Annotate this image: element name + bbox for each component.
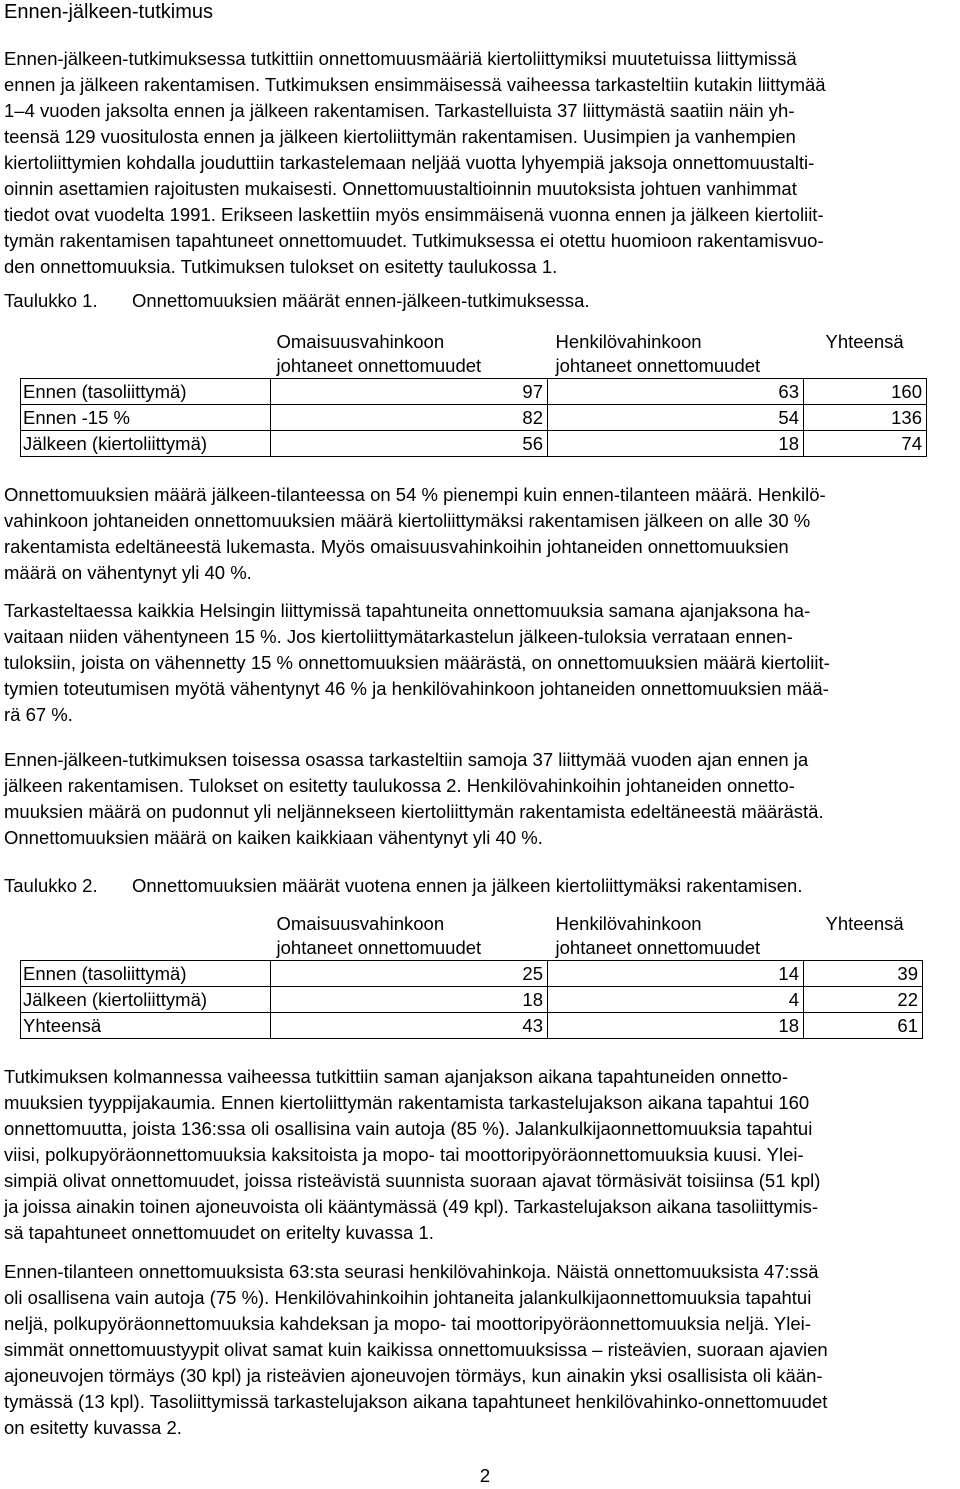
table-cell: 136 [804, 405, 927, 431]
table-cell: 82 [271, 405, 548, 431]
table1-caption-label: Taulukko 1. [4, 290, 98, 311]
table-cell: 18 [548, 1013, 804, 1039]
table-header-cell [21, 912, 271, 961]
table-cell: 39 [804, 961, 923, 987]
table1-caption-title: Onnettomuuksien määrät ennen-jälkeen-tutkimuksessa. [132, 290, 590, 311]
table-cell: 61 [804, 1013, 923, 1039]
text-line: Onnettomuuksien määrä jälkeen-tilanteessa on 54 % pienempi kuin ennen-tilanteen määrä. Henkilö- [4, 484, 826, 505]
text-line: tymien toteutumisen myötä vähentynyt 46 % ja henkilövahinkoon johtaneiden onnettomuuksien mää- [4, 678, 829, 699]
table-header-cell: Yhteensä [825, 331, 904, 352]
text-line: den onnettomuuksia. Tutkimuksen tulokset on esitetty taulukossa 1. [4, 256, 558, 277]
table1-caption [4, 288, 590, 314]
table-row [21, 405, 927, 431]
table2 [20, 912, 923, 1039]
table-cell: 97 [271, 379, 548, 405]
text-line: tiedot ovat vuodelta 1991. Erikseen laskettiin myös ensimmäisenä vuonna ennen ja jälkeen kiertoliit- [4, 204, 824, 225]
text-line: viisi, polkupyöräonnettomuuksia kaksitoista ja mopo- tai moottoripyöräonnettomuuksia kuusi. Ylei- [4, 1144, 804, 1165]
table-cell: 74 [804, 431, 927, 457]
table-header-cell: Omaisuusvahinkoon johtaneet onnettomuudet [276, 331, 482, 376]
paragraph-part3 [4, 1064, 956, 1246]
text-line: vahinkoon johtaneiden onnettomuuksien määrä kiertoliittymäksi rakentamisen jälkeen on alle 30 % [4, 510, 811, 531]
text-line: ja joissa ainakin toinen ajoneuvoista oli kääntymässä (49 kpl). Tarkastelujakson aikana tasoliittymis- [4, 1196, 819, 1217]
table-header-cell [21, 330, 271, 379]
table-cell: 63 [548, 379, 804, 405]
table-cell: Yhteensä [21, 1013, 271, 1039]
text-line: Tarkasteltaessa kaikkia Helsingin liittymissä tapahtuneita onnettomuuksia samana ajanjaksona ha- [4, 600, 811, 621]
table-header-cell: Henkilövahinkoon johtaneet onnettomuudet [555, 913, 761, 958]
table-cell: 43 [271, 1013, 548, 1039]
paragraph-results1 [4, 482, 956, 586]
table-cell: 4 [548, 987, 804, 1013]
table-cell: Ennen (tasoliittymä) [21, 961, 271, 987]
table-cell: Jälkeen (kiertoliittymä) [21, 431, 271, 457]
text-line: ajoneuvojen törmäys (30 kpl) ja risteävien ajoneuvojen törmäys, kun ainakin yksi osallisista oli kään- [4, 1365, 823, 1386]
table-header-row [21, 330, 927, 379]
text-line: jälkeen rakentamisen. Tulokset on esitetty taulukossa 2. Henkilövahinkoihin johtaneiden onnetto- [4, 775, 795, 796]
paragraph-intro [4, 46, 956, 280]
table-row [21, 379, 927, 405]
text-line: neljä, polkupyöräonnettomuuksia kahdeksan ja mopo- tai moottoripyöräonnettomuuksia neljä. Ylei- [4, 1313, 811, 1334]
text-line: tymässä (13 kpl). Tasoliittymissä tarkastelujakson aikana tapahtuneet henkilövahinko-onnettomuudet [4, 1391, 828, 1412]
text-line: simpiä olivat onnettomuudet, joissa risteävistä suunnista suoraan ajavat törmäsivät toisiinsa (51 kpl) [4, 1170, 821, 1191]
table-cell: 160 [804, 379, 927, 405]
table-cell: Jälkeen (kiertoliittymä) [21, 987, 271, 1013]
text-line: rakentamista edeltäneestä lukemasta. Myös omaisuusvahinkoihin johtaneiden onnettomuuksien [4, 536, 789, 557]
text-line: teensä 129 vuositulosta ennen ja jälkeen kiertoliittymän rakentamisen. Uusimpien ja vanhempien [4, 126, 796, 147]
page-number: 2 [479, 1465, 491, 1486]
text-line: Onnettomuuksien määrä on kaiken kaikkiaan vähentynyt yli 40 %. [4, 827, 543, 848]
text-line: vaitaan niiden vähentyneen 15 %. Jos kiertoliittymätarkastelun jälkeen-tuloksia verrataan ennen- [4, 626, 793, 647]
text-line: oinnin asettamien rajoitusten mukaisesti. Onnettomuustaltioinnin muutoksista johtuen vanhimmat [4, 178, 797, 199]
table-header-cell: Yhteensä [825, 913, 904, 934]
text-line: oli osallisena vain autoja (75 %). Henkilövahinkoihin johtaneita jalankulkijaonnettomuuksia tapahtui [4, 1287, 812, 1308]
table-cell: 14 [548, 961, 804, 987]
text-line: 1–4 vuoden jaksolta ennen ja jälkeen rakentamisen. Tarkastelluista 37 liittymästä saatiin näin yh- [4, 100, 795, 121]
text-line: muuksien määrä on pudonnut yli neljännekseen kiertoliittymän rakentamista edeltäneestä määrästä. [4, 801, 824, 822]
text-line: tymän rakentamisen tapahtuneet onnettomuudet. Tutkimuksessa ei otettu huomioon rakentamisvuo- [4, 230, 824, 251]
paragraph-part2 [4, 747, 956, 851]
table-row [21, 431, 927, 457]
table-header-row [21, 912, 923, 961]
table-cell: 18 [548, 431, 804, 457]
text-line: simmät onnettomuustyypit olivat samat kuin kaikissa onnettomuuksissa – risteävien, suoraan ajavien [4, 1339, 828, 1360]
table-cell: Ennen (tasoliittymä) [21, 379, 271, 405]
text-line: onnettomuutta, joista 136:ssa oli osallisina vain autoja (85 %). Jalankulkijaonnettomuuksia tapahtui [4, 1118, 813, 1139]
text-line: Ennen-jälkeen-tutkimuksessa tutkittiin onnettomuusmääriä kiertoliittymiksi muutetuissa liittymissä [4, 48, 797, 69]
text-line: Ennen-jälkeen-tutkimuksen toisessa osassa tarkasteltiin samoja 37 liittymää vuoden ajan ennen ja [4, 749, 809, 770]
table2-caption [4, 873, 803, 899]
text-line: tuloksiin, joista on vähennetty 15 % onnettomuuksien määrästä, on onnettomuuksien määrä kiertoliit- [4, 652, 830, 673]
table-cell: 56 [271, 431, 548, 457]
table-header-cell: Omaisuusvahinkoon johtaneet onnettomuudet [276, 913, 482, 958]
table-header-cell: Henkilövahinkoon johtaneet onnettomuudet [555, 331, 761, 376]
text-line: määrä on vähentynyt yli 40 %. [4, 562, 252, 583]
table-cell: Ennen -15 % [21, 405, 271, 431]
text-line: on esitetty kuvassa 2. [4, 1417, 182, 1438]
text-line: Ennen-tilanteen onnettomuuksista 63:sta seurasi henkilövahinkoja. Näistä onnettomuuksista 47:ssä [4, 1261, 819, 1282]
text-line: muuksien tyyppijakaumia. Ennen kiertoliittymän rakentamista tarkastelujakson aikana tapahtui 160 [4, 1092, 810, 1113]
text-line: ennen ja jälkeen rakentamisen. Tutkimuksen ensimmäisessä vaiheessa tarkasteltiin kutakin liittymää [4, 74, 826, 95]
table2-caption-title: Onnettomuuksien määrät vuotena ennen ja jälkeen kiertoliittymäksi rakentamisen. [132, 875, 803, 896]
table-cell: 25 [271, 961, 548, 987]
text-line: Tutkimuksen kolmannessa vaiheessa tutkittiin saman ajanjakson aikana tapahtuneiden onnetto- [4, 1066, 788, 1087]
page-heading: Ennen-jälkeen-tutkimus [4, 1, 213, 23]
table-cell: 18 [271, 987, 548, 1013]
text-line: rä 67 %. [4, 704, 73, 725]
table-row [21, 1013, 923, 1039]
table-row [21, 987, 923, 1013]
paragraph-helsinki [4, 598, 956, 728]
table-row [21, 961, 923, 987]
paragraph-injuries [4, 1259, 956, 1441]
table1 [20, 330, 927, 457]
text-line: sä tapahtuneet onnettomuudet on eritelty kuvassa 1. [4, 1222, 434, 1243]
table2-caption-label: Taulukko 2. [4, 875, 98, 896]
text-line: kiertoliittymien kohdalla jouduttiin tarkastelemaan neljää vuotta lyhyempiä jaksoja onnettomuustalti- [4, 152, 815, 173]
table-cell: 54 [548, 405, 804, 431]
table-cell: 22 [804, 987, 923, 1013]
